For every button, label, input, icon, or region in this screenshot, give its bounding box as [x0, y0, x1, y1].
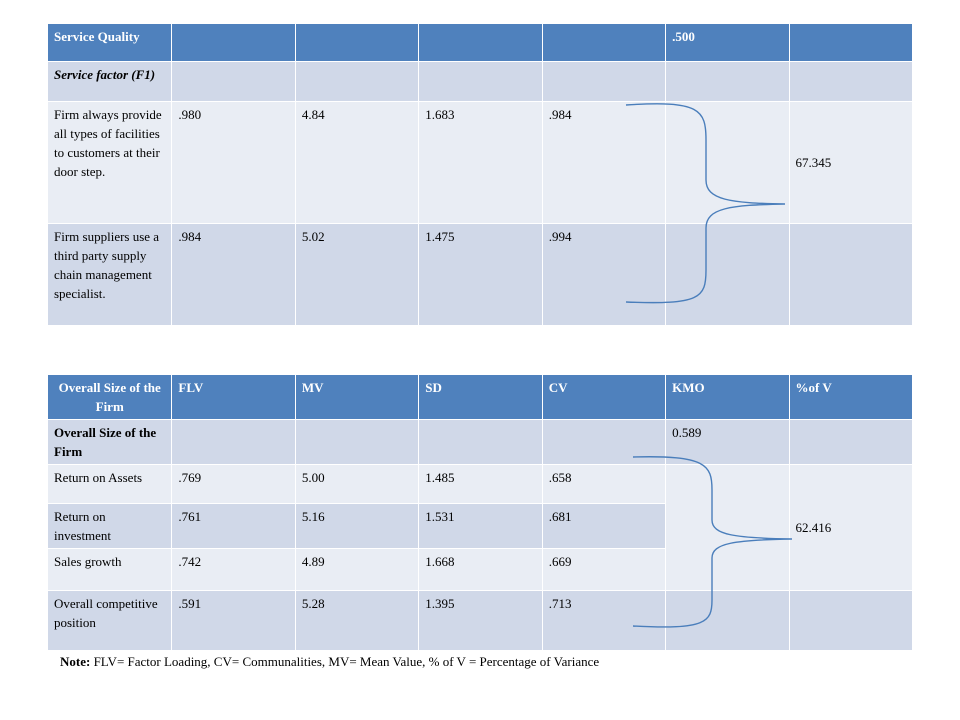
- header-label: Overall Size of the Firm: [48, 375, 172, 420]
- item-label: Return on Assets: [48, 465, 172, 504]
- factor-row: [48, 62, 913, 102]
- table-row: [48, 224, 913, 326]
- cv-cell: .658: [542, 465, 665, 504]
- sd-cell: 1.485: [419, 465, 542, 504]
- header-pv: %of V: [789, 375, 912, 420]
- note-prefix: Note:: [60, 654, 91, 669]
- kmo-value: .500: [666, 24, 789, 62]
- item-label: Return on investment: [48, 504, 172, 549]
- note-text: FLV= Factor Loading, CV= Communalities, MV= Mean Value, % of V = Percentage of Variance: [90, 654, 600, 669]
- item-label: Sales growth: [48, 549, 172, 591]
- mv-cell: 5.16: [295, 504, 418, 549]
- sd-cell: 1.475: [419, 224, 542, 326]
- factor-label: Overall Size of the Firm: [48, 420, 172, 465]
- mv-cell: 4.84: [295, 102, 418, 224]
- cv-cell: .681: [542, 504, 665, 549]
- cv-cell: .713: [542, 591, 665, 651]
- cv-cell: .994: [542, 224, 665, 326]
- header-sd: SD: [419, 375, 542, 420]
- table-header-row: [48, 24, 913, 62]
- factor-label: Service factor (F1): [48, 62, 172, 102]
- variance-value: 62.416: [789, 465, 912, 591]
- factor-row: [48, 420, 913, 465]
- table-note: [60, 654, 599, 670]
- header-mv: MV: [295, 375, 418, 420]
- header-cv: CV: [542, 375, 665, 420]
- table-row: [48, 591, 913, 651]
- flv-cell: .769: [172, 465, 295, 504]
- cv-cell: .669: [542, 549, 665, 591]
- flv-cell: .984: [172, 224, 295, 326]
- variance-value: 67.345: [789, 102, 912, 224]
- firm-size-table: [47, 374, 913, 651]
- flv-cell: .980: [172, 102, 295, 224]
- sd-cell: 1.395: [419, 591, 542, 651]
- service-quality-table: [47, 23, 913, 326]
- sd-cell: 1.683: [419, 102, 542, 224]
- item-label: Firm always provide all types of facilities to customers at their door step.: [48, 102, 172, 224]
- mv-cell: 5.00: [295, 465, 418, 504]
- mv-cell: 5.02: [295, 224, 418, 326]
- header-flv: FLV: [172, 375, 295, 420]
- cv-cell: .984: [542, 102, 665, 224]
- flv-cell: .591: [172, 591, 295, 651]
- mv-cell: 4.89: [295, 549, 418, 591]
- item-label: Firm suppliers use a third party supply chain management specialist.: [48, 224, 172, 326]
- table-row: [48, 102, 913, 224]
- header-kmo: KMO: [666, 375, 789, 420]
- mv-cell: 5.28: [295, 591, 418, 651]
- table-row: [48, 465, 913, 504]
- flv-cell: .761: [172, 504, 295, 549]
- sd-cell: 1.531: [419, 504, 542, 549]
- sd-cell: 1.668: [419, 549, 542, 591]
- item-label: Overall competitive position: [48, 591, 172, 651]
- table-header-row: [48, 375, 913, 420]
- flv-cell: .742: [172, 549, 295, 591]
- header-label: Service Quality: [48, 24, 172, 62]
- kmo-value: 0.589: [666, 420, 789, 465]
